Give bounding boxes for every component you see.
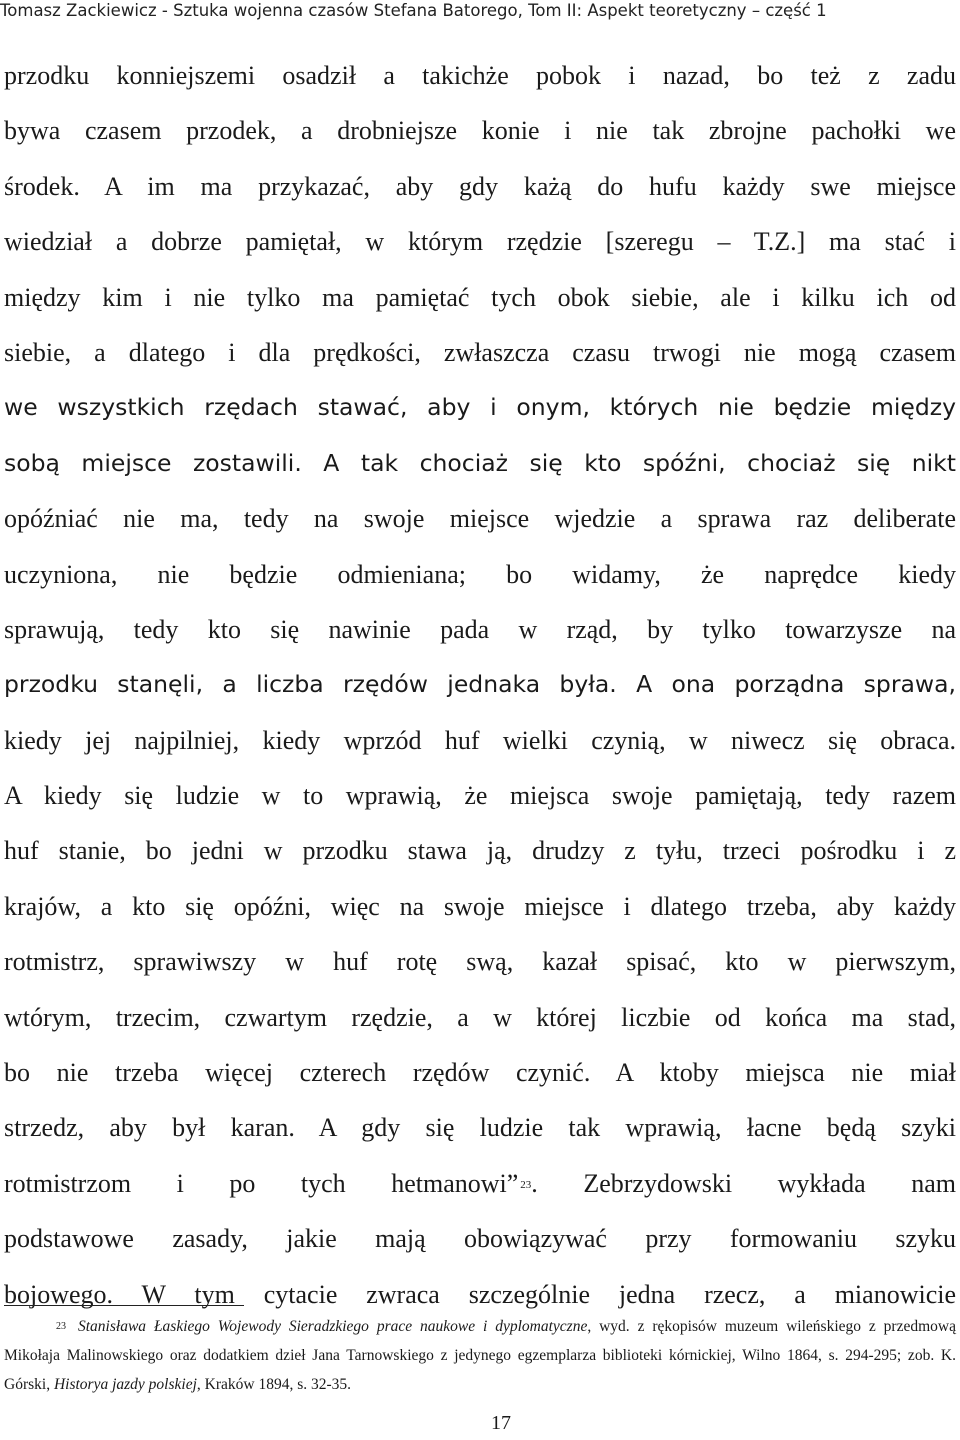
text-line: sobą miejsce zostawili. A tak chociaż się kto spóźni, chociaż się nikt	[4, 448, 956, 477]
footnote-line	[4, 1370, 956, 1399]
footnote-text: , wyd. z rękopisów muzeum wileńskiego z przedmową	[587, 1318, 956, 1335]
text-line: przodku konniejszemi osadził a takichże pobok i nazad, bo też z zadu	[4, 61, 956, 90]
footnote-line	[4, 1312, 956, 1341]
text-line: bywa czasem przodek, a drobniejsze konie i nie tak zbrojne pachołki we	[4, 116, 956, 146]
text-segment: . Zebrzydowski wykłada nam	[531, 1168, 956, 1198]
text-line: bojowego. W tym cytacie zwraca szczególnie jedna rzecz, a mianowicie	[4, 1279, 956, 1309]
footnote	[4, 1312, 956, 1399]
text-line: opóźniać nie ma, tedy na swoje miejsce wjedzie a sprawa raz deliberate	[4, 504, 956, 534]
footnote-number: 23	[56, 1321, 66, 1332]
text-line: wtórym, trzecim, czwartym rzędzie, a w której liczbie od końca ma stad,	[4, 1002, 956, 1032]
text-line: wiedział a dobrze pamiętał, w którym rzędzie [szeregu – T.Z.] ma stać i	[4, 227, 956, 257]
text-line: krajów, a kto się opóźni, więc na swoje miejsce i dlatego trzeba, aby każdy	[4, 891, 956, 921]
text-line	[4, 1156, 956, 1211]
footnote-text: Górski,	[4, 1376, 54, 1393]
text-line: huf stanie, bo jedni w przodku stawa ją, drudzy z tyłu, trzeci pośrodku i z	[4, 836, 956, 866]
footnote-line: Mikołaja Malinowskiego oraz dodatkiem dzieł Jana Tarnowskiego z jedynego egzemplarza biblioteki kórnickiej, Wilno 1864, s. 294-295; zob. K.	[4, 1347, 956, 1364]
page-number: 17	[491, 1412, 511, 1434]
text-line: środek. A im ma przykazać, aby gdy każą do hufu każdy swe miejsce	[4, 171, 956, 201]
text-line: przodku stanęli, a liczba rzędów jednaka była. A ona porządna sprawa,	[4, 670, 956, 699]
text-line: bo nie trzeba więcej czterech rzędów czynić. A ktoby miejsca nie miał	[4, 1058, 956, 1088]
footnote-reference[interactable]: 23	[520, 1178, 532, 1191]
footnote-book-title: Historya jazdy polskiej	[53, 1376, 197, 1393]
text-line: kiedy jej najpilniej, kiedy wprzód huf wielki czynią, w niwecz się obraca.	[4, 725, 956, 755]
text-line: między kim i nie tylko ma pamiętać tych obok siebie, ale i kilku ich od	[4, 282, 956, 312]
footnote-text: , Kraków 1894, s. 32-35.	[196, 1376, 352, 1393]
footnote-separator	[4, 1305, 244, 1306]
body-text	[4, 48, 956, 1322]
footnote-title: Stanisława Łaskiego Wojewody Sieradzkiego prace naukowe i dyplomatyczne	[78, 1318, 588, 1335]
text-line: rotmistrz, sprawiwszy w huf rotę swą, kazał spisać, kto w pierwszym,	[4, 947, 956, 977]
text-line: uczyniona, nie będzie odmieniana; bo widamy, że naprędce kiedy	[4, 559, 956, 589]
running-header	[0, 0, 960, 26]
text-line: A kiedy się ludzie w to wprawią, że miejsca swoje pamiętają, tedy razem	[4, 781, 956, 811]
text-line: we wszystkich rzędach stawać, aby i onym, których nie będzie między	[4, 393, 956, 422]
text-line: sprawują, tedy kto się nawinie pada w rząd, by tylko towarzysze na	[4, 614, 956, 644]
text-segment: rotmistrzom i po tych hetmanowi”	[4, 1168, 519, 1198]
text-line: strzedz, aby był karan. A gdy się ludzie tak wprawią, łacne będą szyki	[4, 1113, 956, 1143]
text-line: podstawowe zasady, jakie mają obowiązywać przy formowaniu szyku	[4, 1224, 956, 1254]
running-header-text: Tomasz Zackiewicz - Sztuka wojenna czasów Stefana Batorego, Tom II: Aspekt teoretyczny – część 1	[0, 1, 827, 20]
text-line: siebie, a dlatego i dla prędkości, zwłaszcza czasu trwogi nie mogą czasem	[4, 337, 956, 367]
